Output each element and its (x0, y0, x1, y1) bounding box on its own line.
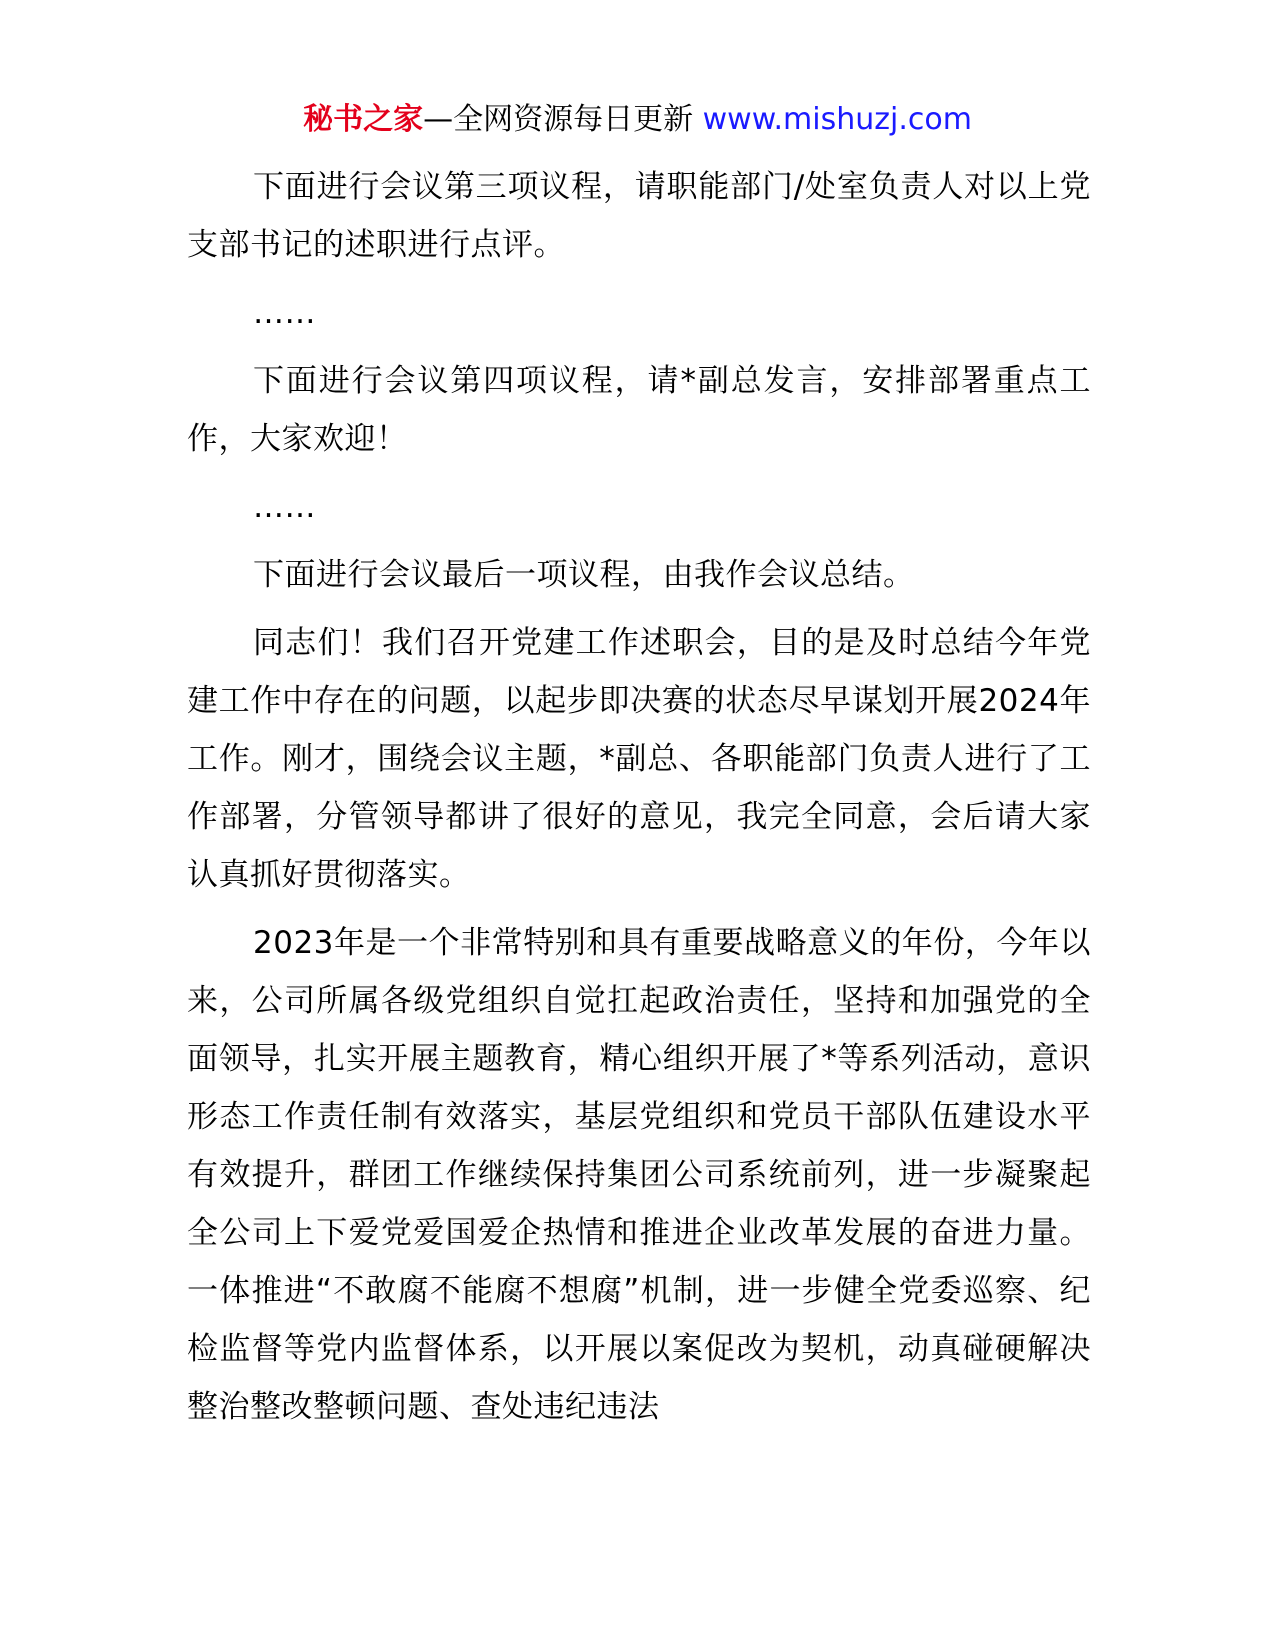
ellipsis-1: …… (253, 295, 316, 331)
paragraph-final-agenda-item: 下面进行会议最后一项议程，由我作会议总结。 (253, 557, 915, 593)
brand-name: 秘书之家 (303, 102, 424, 137)
ellipsis-2: …… (253, 489, 316, 525)
paragraph-agenda-item-3: 下面进行会议第三项议程，请职能部门/处室负责人对以上党支部书记的述职进行点评。 (187, 169, 1091, 263)
site-header (0, 100, 1275, 140)
header-tagline: —全网资源每日更新 (423, 102, 703, 137)
document-body (187, 158, 1091, 1446)
paragraph-agenda-item-4: 下面进行会议第四项议程，请*副总发言，安排部署重点工作，大家欢迎！ (187, 363, 1091, 457)
site-url-link[interactable]: www.mishuzj.com (702, 102, 972, 137)
paragraph-2023-review: 2023年是一个非常特别和具有重要战略意义的年份，今年以来，公司所属各级党组织自觉扛起政治责任，坚持和加强党的全面领导，扎实开展主题教育，精心组织开展了*等系列活动，意识形态工作责任制有效落实，基层党组织和党员干部队伍建设水平有效提升，群团工作继续保持集团公司系统前列，进一步凝聚起全公司上下爱党爱国爱企热情和推进企业改革发展的奋进力量。一体推进“不敢腐不能腐不想腐”机制，进一步健全党委巡察、纪检监督等党内监督体系，以开展以案促改为契机，动真碰硬解决整治整改整顿问题、查处违纪违法 (187, 925, 1091, 1425)
paragraph-summary-opening: 同志们！我们召开党建工作述职会，目的是及时总结今年党建工作中存在的问题，以起步即决赛的状态尽早谋划开展2024年工作。刚才，围绕会议主题，*副总、各职能部门负责人进行了工作部署，分管领导都讲了很好的意见，我完全同意，会后请大家认真抓好贯彻落实。 (187, 625, 1091, 893)
